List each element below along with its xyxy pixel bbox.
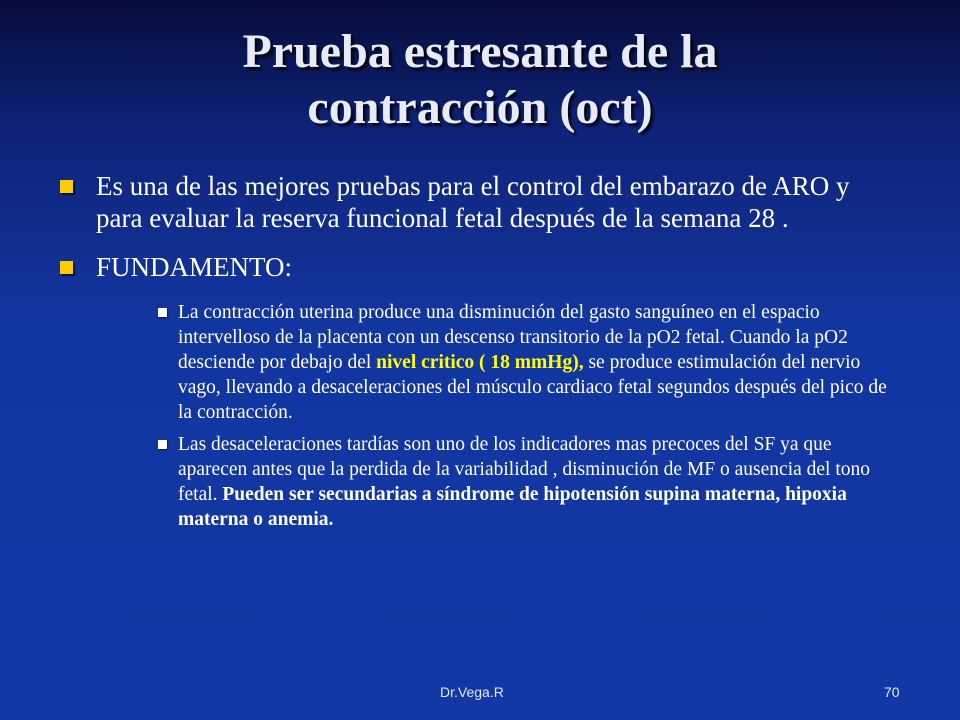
bullet-list bbox=[60, 170, 887, 539]
bullet-item-description bbox=[60, 170, 880, 234]
sub-bullet-text: Las desaceleraciones tardías son uno de los indicadores mas precoces del SF ya que aparecen antes que la perdida de la variabilidad , disminución de MF o ausencia del tono fetal. bbox=[178, 434, 871, 505]
sub-bullet-text: se produce estimulación del nervio vago, llevando a desaceleraciones del músculo cardiaco fetal segundos después del pico de la contracción. bbox=[178, 352, 887, 423]
sub-bullet-text: La contracción uterina produce una disminución del gasto sanguíneo en el espacio intervelloso de la placenta con un descenso transitorio de la pO2 fetal. Cuando la pO2 desciende por debajo del bbox=[178, 302, 848, 373]
square-bullet-icon bbox=[60, 261, 73, 274]
sub-bullet-item-decelerations bbox=[158, 432, 898, 532]
slide-title bbox=[120, 24, 840, 136]
slide-title-line-2: contracción (oct) bbox=[307, 81, 653, 134]
critical-level-highlight: nivel critico ( 18 mmHg), bbox=[376, 352, 584, 373]
bullet-text: Es una de las mejores pruebas para el control del embarazo de ARO y para evaluar la reserva funcional fetal después de la semana 28 . bbox=[96, 171, 850, 233]
square-bullet-icon bbox=[158, 308, 167, 317]
square-bullet-icon bbox=[60, 180, 73, 193]
bullet-item-fundamento bbox=[60, 251, 880, 283]
slide-title-line-1: Prueba estresante de la bbox=[242, 25, 718, 78]
square-bullet-icon bbox=[158, 440, 167, 449]
sub-bullet-item-contraction bbox=[158, 300, 898, 425]
causes-bold-text: Pueden ser secundarias a síndrome de hipotensión supina materna, hipoxia materna o anemia. bbox=[178, 484, 847, 530]
slide-number: 70 bbox=[884, 684, 900, 700]
bullet-text: FUNDAMENTO: bbox=[96, 252, 293, 282]
footer-author: Dr.Vega.R bbox=[440, 684, 504, 700]
